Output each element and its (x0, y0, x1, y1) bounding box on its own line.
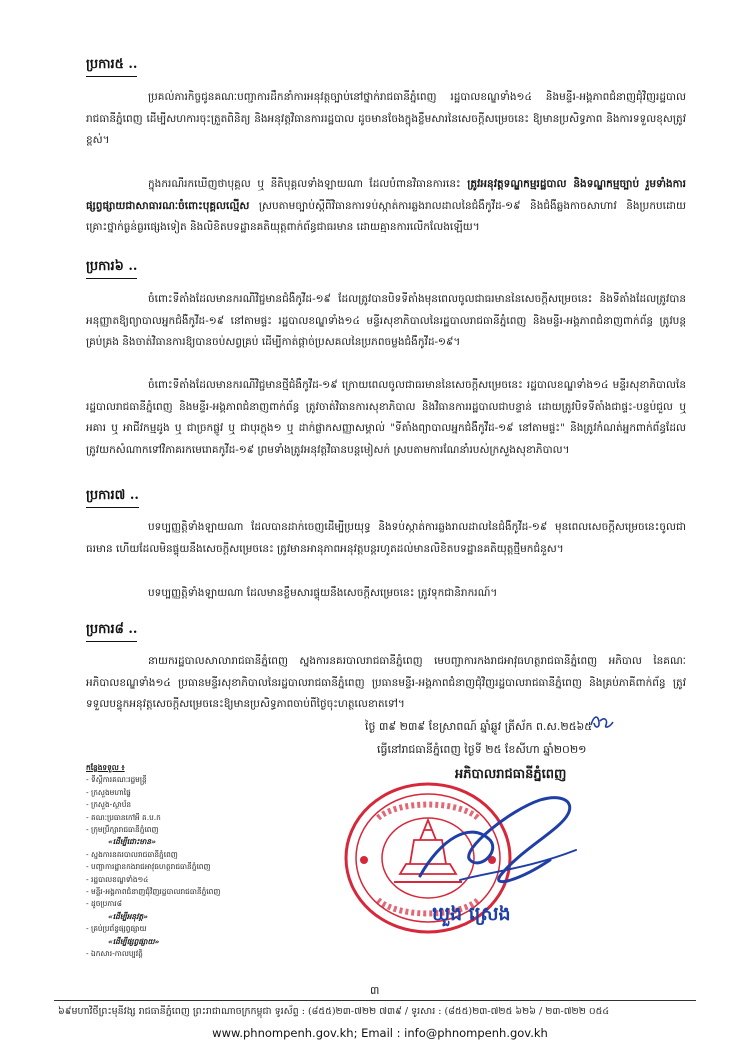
article-8-heading (86, 621, 137, 642)
recipient-item: - ដូចប្រការ៨ (86, 898, 316, 910)
signatory-name: ឃួង ស្រេង (432, 903, 511, 925)
recipient-item: - ក្រុមប្រឹក្សារាជធានីភ្នំពេញ (86, 824, 316, 836)
recipient-item: - ក្រសួង-ស្ថាប័ន (86, 799, 316, 811)
recipients-heading: កន្លែងទទួល ៖ (86, 763, 125, 772)
recipient-item: - រដ្ឋបាលខណ្ឌទាំង១៤ (86, 874, 316, 886)
footer-divider (54, 1000, 696, 1001)
article-5-heading-text: ប្រការ៥ .. (86, 56, 137, 77)
recipient-item: - ឯកសារ-កាលប្បវត្តិ (86, 948, 316, 960)
recipient-group-note: «ដើម្បីជោះមាន» (108, 837, 156, 847)
recipient-item: - ក្រសួងមហាផ្ទៃ (86, 787, 316, 799)
article-5-paragraph-2: ក្នុងករណីរកឃើញថាបុគ្គល ឬ នីតិបុគ្គលទាំងឡាយណា ដែលបំពានវិធានការនេះ ត្រូវអនុវត្តទណ្ឌកម្មរដ្ឋបាល និងទណ្ឌកម្មច្បាប់ រួមទាំងការផ្សព្វផ្សាយជាសាធារណៈចំពោះបុគ្គលល្មើស ស្របតាមច្បាប់ស្តីពីវិធានការទប់ស្កាត់ការឆ្លងរាលដាលនៃជំងឺកូវីដ-១៩ និងជំងឺឆ្លងកាចសាហាវ និងប្រកបដោយគ្រោះថ្នាក់ធ្ងន់ធ្ងរផ្សេងទៀត និងលិខិតបទដ្ឋានគតិយុត្តពាក់ព័ន្ធជាធរមាន ដោយគ្មានការលើកលែងឡើយ។ (86, 178, 687, 234)
recipient-item: - មន្ទីរ-អង្គភាពជំនាញជុំវិញរដ្ឋបាលរាជធានីភ្នំពេញ (86, 886, 316, 898)
article-7-heading-text: ប្រការ៧ .. (86, 487, 139, 508)
article-6-heading (86, 258, 137, 279)
lunar-date: ថ្ងៃ ៣៩ ២៣៩ ខែស្រាពណ៍ ឆ្នាំឆ្លូវ ត្រីស័ក ព.ស.២៥៦៥ (365, 720, 593, 733)
recipient-item: - គណៈប្រធានកៅអី គ.ប.ក (86, 812, 316, 824)
article-6-heading-text: ប្រការ៦ .. (86, 258, 137, 279)
solar-date: ធ្វើនៅរាជធានីភ្នំពេញ ថ្ងៃទី ២៥ ខែសីហា ឆ្នាំ២០២១ (377, 743, 587, 756)
page-number: ៣ (370, 984, 380, 997)
article-5-paragraph-1: ប្រគល់ភារកិច្ចជូនគណៈបញ្ជាការដឹកនាំការអនុវត្តច្បាប់នៅថ្នាក់រាជធានីភ្នំពេញ រដ្ឋបាលខណ្ឌទាំង១៤ និងមន្ទីរ-អង្គភាពជំនាញជុំវិញរដ្ឋបាលរាជធានីភ្នំពេញ ដើម្បីសហការចុះត្រួតពិនិត្យ និងអនុវត្តវិធានការរដ្ឋបាល ដូចមានចែងក្នុងខ្លឹមសារនៃសេចក្តីសម្រេចនេះ ឱ្យមានប្រសិទ្ធភាព និងការទទួលខុសត្រូវខ្ពស់។ (86, 91, 686, 147)
article-8-paragraph-1: នាយករដ្ឋបាលសាលារាជធានីភ្នំពេញ ស្នងការនគរបាលរាជធានីភ្នំពេញ មេបញ្ជាការកងរាជអាវុធហត្ថរាជធានីភ្នំពេញ អភិបាល នៃគណៈអភិបាលខណ្ឌទាំង១៤ ប្រធានមន្ទីរសុខាភិបាលនៃរដ្ឋបាលរាជធានីភ្នំពេញ ប្រធានមន្ទីរ-អង្គភាពជំនាញជុំវិញរដ្ឋបាលរាជធានីភ្នំពេញ និងគ្រប់ភាគីពាក់ព័ន្ធ ត្រូវទទួលបន្ទុកអនុវត្តសេចក្តីសម្រេចនេះឱ្យមានប្រសិទ្ធភាពចាប់ពីថ្ងៃចុះហត្ថលេខាតទៅ។ (86, 655, 686, 711)
recipient-item: - ទីស្តីការគណៈរដ្ឋមន្ត្រី (86, 774, 316, 786)
emphasized-penalty-clause: ត្រូវអនុវត្តទណ្ឌកម្មរដ្ឋបាល និងទណ្ឌកម្មច្បាប់ រួមទាំងការផ្សព្វផ្សាយជាសាធារណៈចំពោះបុគ្គលល្មើស (86, 178, 687, 212)
article-6-paragraph-1: ចំពោះទីតាំងដែលមានករណីវិជ្ជមានជំងឺកូវីដ-១៩ ដែលត្រូវបានបិទទីតាំងមុនពេលចូលជាធរមាននៃសេចក្តីសម្រេចនេះ និងទីតាំងដែលត្រូវបានអនុញ្ញាតឱ្យព្យាបាលអ្នកជំងឺកូវីដ-១៩ នៅតាមផ្ទះ រដ្ឋបាលខណ្ឌទាំង១៤ មន្ទីរសុខាភិបាលនៃរដ្ឋបាលរាជធានីភ្នំពេញ និងមន្ទីរ-អង្គភាពជំនាញពាក់ព័ន្ធ ត្រូវបន្តគ្រប់គ្រង និងចាត់វិធានការឱ្យបានចប់សព្វគ្រប់ ដើម្បីកាត់ផ្តាច់ប្រសគលនៃប្រភពចម្លងជំងឺកូវីដ-១៩។ (86, 293, 686, 349)
handwritten-signature-icon (400, 780, 590, 900)
footer-address: ៦៩មហាវិថីព្រះមុនីវង្ស រាជធានីភ្នំពេញ ព្រះរាជាណាចក្រកម្ពុជា ទូរស័ព្ទ : (៨៥៥)២៣-៧២២ ៧៣៩ / ទូរសារ : (៨៥៥)២៣-៧២៥ ៦២៦ / ២៣-៧២២ ០៥៤ (58, 1006, 610, 1017)
article-7-paragraph-1: បទប្បញ្ញត្តិទាំងឡាយណា ដែលបានដាក់ចេញដើម្បីប្រយុទ្ធ និងទប់ស្កាត់ការឆ្លងរាលដាលនៃជំងឺកូវីដ-១៩ មុនពេលសេចក្តីសម្រេចនេះចូលជាធរមាន ហើយដែលមិនផ្ទុយនឹងសេចក្តីសម្រេចនេះ ត្រូវមានអានុភាពអនុវត្តបន្តរហូតដល់មានលិខិតបទដ្ឋានគតិយុត្តថ្មីមកជំនួស។ (86, 521, 686, 555)
initial-mark-icon (588, 713, 616, 731)
recipient-group-note: «ដើម្បីផ្សព្វផ្សាយ» (108, 936, 160, 946)
article-5-heading (86, 56, 137, 77)
article-8-heading-text: ប្រការ៨ .. (86, 621, 137, 642)
article-6-paragraph-2: ចំពោះទីតាំងដែលមានករណីវិជ្ជមានថ្មីជំងឺកូវីដ-១៩ ក្រោយពេលចូលជាធរមាននៃសេចក្តីសម្រេចនេះ រដ្ឋបាលខណ្ឌទាំង១៤ មន្ទីរសុខាភិបាលនៃរដ្ឋបាលរាជធានីភ្នំពេញ និងមន្ទីរ-អង្គភាពជំនាញពាក់ព័ន្ធ ត្រូវចាត់វិធានការសុខាភិបាល និងវិធានការរដ្ឋបាលជាបន្ទាន់ ដោយត្រូវបិទទីតាំងជាផ្ទះ-បន្ទប់ជួល ឬ អគារ ឬ អាជីវកម្មដូង ឬ ជាច្រកផ្លូវ ឬ ជាបុរក្លុង១ ឬ ដាក់ផ្លាកសញ្ញាសម្គាល់ "ទីតាំងព្យាបាលអ្នកជំងឺកូវីដ-១៩ នៅតាមផ្ទះ" និងត្រូវកំណត់អ្នកពាក់ព័ន្ធដែលត្រូវយកសំណាកទៅវិភាគរកមេរោគកូវីដ-១៩ ព្រមទាំងត្រូវអនុវត្តវិធានបន្តមៀសក់ ស្របតាមការណែនាំរបស់ក្រសួងសុខាភិបាល។ (86, 379, 686, 456)
footer-contact: www.phnompenh.gov.kh; Email : info@phnompenh.gov.kh (212, 1026, 548, 1040)
signatory-title: អភិបាលរាជធានីភ្នំពេញ (455, 767, 567, 782)
recipient-group-note: «ដើម្បីអនុវត្ត» (108, 911, 148, 921)
recipient-item: - ស្នងការនគរបាលរាជធានីភ្នំពេញ (86, 849, 316, 861)
recipient-item: - គ្រប់ប្រព័ន្ធផ្សព្វផ្សាយ (86, 923, 316, 935)
article-7-paragraph-2: បទប្បញ្ញត្តិទាំងឡាយណា ដែលមានខ្លឹមសារផ្ទុយនឹងសេចក្តីសម្រេចនេះ ត្រូវទុកជានិរាករណ៍។ (148, 587, 498, 599)
recipients-list (86, 762, 316, 961)
article-7-heading (86, 487, 139, 508)
recipient-item: - បញ្ជាការដ្ឋានកងរាជអាវុធហត្ថរាជធានីភ្នំពេញ (86, 861, 316, 873)
